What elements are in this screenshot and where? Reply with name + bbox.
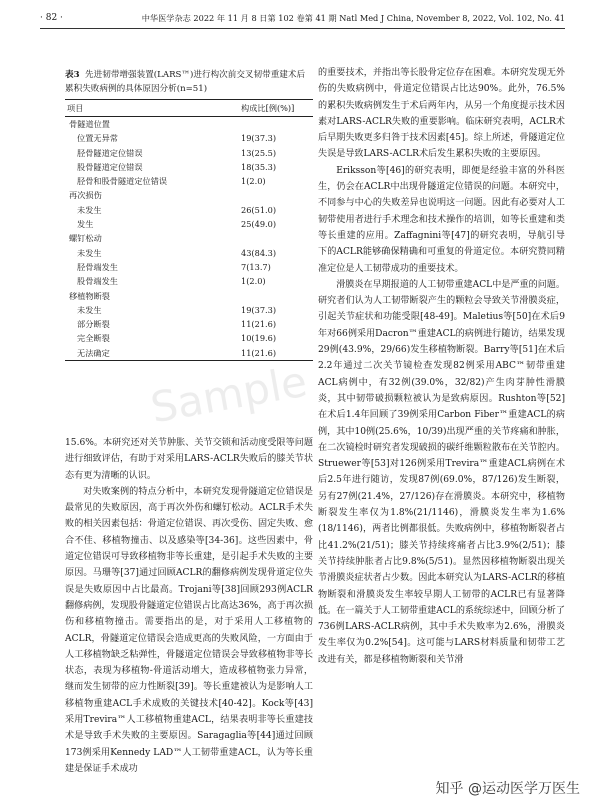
table-cell-value: 1(2.0) <box>241 176 266 187</box>
paragraph: 15.6%。本研究还对关节肿胀、关节交锁和活动度受限等问题进行细致评估，有助于对采用LARS-ACLR失败后的膝关节状态有更为清晰的认识。 <box>65 438 313 481</box>
table-cell-value: 1(2.0) <box>241 276 266 287</box>
table-row <box>65 174 313 188</box>
table-row <box>65 346 313 361</box>
results-table <box>65 99 313 361</box>
paragraph: 的重要技术，并指出等长股骨定位存在困难。本研究发现无外伤的失败病例中，骨道定位错误占比达90%。此外，76.5%的累积失败病例发生于术后两年内，从另一个角度提示技术因素对LARS-ACLR失败的重要影响。临床研究表明，ACLR术后早期失败更多归咎于技术因素[45]。综上所述，骨隧道定位失误是导致LARS-ACLR术后发生累积失败的主要原因。 <box>318 68 565 160</box>
table-body <box>65 117 313 361</box>
table-cell-value: 26(51.0) <box>241 204 277 215</box>
table-cell-label: 股骨端发生 <box>77 276 118 287</box>
table-cell-label: 未发生 <box>77 304 102 315</box>
table-cell-value: 11(21.6) <box>239 346 313 361</box>
table-row <box>65 274 313 288</box>
source-credit: 知乎 @运动医学万医生 <box>435 781 580 797</box>
journal-citation: 中华医学杂志 2022 年 11 月 8 日第 102 卷第 41 期 Natl Med J China, November 8, 2022, Vol. 102, No. 41 <box>141 13 565 23</box>
table-cell-label: 再次损伤 <box>69 190 102 201</box>
page-number: · 82 · <box>40 13 63 23</box>
paragraph: 对失败案例的特点分析中，本研究发现骨隧道定位错误是最常见的失败原因，高于再次外伤和螺钉松动。ACLR手术失败的相关因素包括：骨道定位错误、再次受伤、固定失败、愈合不佳、移植物撞击、以及感染等[34-36]。这些因素中，骨道定位错误可导致移植物非等长重建，是引起手术失败的主要原因。马珊等[37]通过回顾ACLR的翻修病例发现骨道定位失误是失败原因中占比最高。Trojani等[38]回顾293例ACLR翻修病例，发现股骨隧道定位错误占比高达36%，高于再次损伤和移植物撞击。需要指出的是，对于采用人工移植物的ACLR，骨隧道定位错误会造成更高的失败风险，一方面由于人工移植物缺乏粘弹性，骨隧道定位错误会导致移植物非等长状态，表现为移植物-骨道活动增大，造成移植物张力异常，继而发生韧带的应力性断裂[39]。等长重建被认为是影响人工移植物重建ACL手术成败的关键技术[40-42]。Kock等[43]采用Trevira™人工移植物重建ACL，结果表明非等长重建技术是导致手术失败的主要原因。Saragaglia等[44]通过回顾173例采用Kennedy LAD™人工韧带重建ACL，认为等长重建是保证手术成功 <box>65 486 313 774</box>
table-cell-label: 部分断裂 <box>77 319 110 330</box>
paragraph: 滑膜炎在早期报道的人工韧带重建ACL中是严重的问题。研究者们认为人工韧带断裂产生的颗粒会导致关节滑膜炎症，引起关节症状和功能受限[48-49]。Maletius等[50]在术后9年对66例采用Dacron™重建ACL的病例进行随访，结果发现29例(43.9%，29/66)发生移植物断裂。Barry等[51]在术后2.2年通过二次关节镜检查发现82例采用ABC™韧带重建ACL病例中，有32例(39.0%，32/82)产生肉芽肿性滑膜炎，其中韧带破损颗粒被认为是致病原因。Rushton等[52]在术后1.4年回顾了39例采用Carbon Fiber™重建ACL的病例，其中10例(25.6%，10/39)出现严重的关节疼痛和肿胀，在二次镜检时研究者发现破损的碳纤维颗粒散布在关节腔内。Struewer等[53]对126例采用Trevira™重建ACL病例在术后2.5年进行随访，发现87例(69.0%，87/126)发生断裂，另有27例(21.4%，27/126)存在滑膜炎。本研究中，移植物断裂发生率仅为1.8%(21/1146)，滑膜炎发生率为1.6%(18/1146)，两者比例都很低。失败病例中，移植物断裂者占比41.2%(21/51)；膝关节持续疼痛者占比3.9%(2/51)；膝关节持续肿胀者占比9.8%(5/51)。显然因移植物断裂出现关节滑膜炎症状者占少数。因此本研究认为LARS-ACLR的移植物断裂和滑膜炎发生率较早期人工韧带的ACLR已有显著降低。在一篇关于人工韧带重建ACL的系统综述中，回顾分析了736例LARS-ACLR病例，其中手术失败率为2.6%，滑膜炎发生率仅为0.2%[54]。这可能与LARS材料质量和韧带工艺改进有关，都是移植物断裂和关节滑 <box>318 279 565 665</box>
table-row <box>65 131 313 145</box>
table-row <box>65 331 313 345</box>
table-cell-label: 移植物断裂 <box>69 290 110 301</box>
table-cell-value: 43(84.3) <box>241 247 277 258</box>
table-row <box>65 260 313 274</box>
table-row <box>65 317 313 331</box>
table-caption-text: 先进韧带增强装置(LARS™)进行构次前交叉韧带重建术后累积失败病例的具体原因分析(n=51) <box>65 70 306 94</box>
table-cell-label: 未发生 <box>77 204 102 215</box>
table-header-item: 项目 <box>65 100 239 117</box>
table-row <box>65 117 313 132</box>
table-cell-label: 未发生 <box>77 247 102 258</box>
table-cell-value: 13(25.5) <box>241 147 277 158</box>
table-cell-label: 骨隧道位置 <box>69 119 110 129</box>
table-row <box>65 203 313 217</box>
table-row <box>65 231 313 245</box>
right-column-text <box>318 65 565 668</box>
table-cell-value <box>239 289 313 303</box>
table-row <box>65 246 313 260</box>
running-header <box>40 10 565 29</box>
left-column-text <box>65 435 313 777</box>
table-cell-value: 10(19.6) <box>241 333 277 344</box>
table-cell-value <box>239 117 313 132</box>
table-cell-value: 19(37.3) <box>241 133 277 144</box>
table-row <box>65 160 313 174</box>
table-row <box>65 188 313 202</box>
table-row <box>65 303 313 317</box>
table-cell-value <box>239 188 313 202</box>
table-cell-label: 股骨隧道定位错误 <box>77 161 143 172</box>
table-cell-label: 胫骨端发生 <box>77 261 118 272</box>
table-cell-label: 螺钉松动 <box>69 233 102 244</box>
table-row <box>65 146 313 160</box>
table-cell-label: 位置无异常 <box>77 133 118 144</box>
table-cell-value: 11(21.6) <box>241 319 277 330</box>
table-block <box>65 68 313 361</box>
table-cell-value: 18(35.3) <box>241 161 277 172</box>
table-header-ratio: 构成比[例(%)] <box>239 100 313 117</box>
table-cell-label: 完全断裂 <box>77 333 110 344</box>
table-row <box>65 289 313 303</box>
table-cell-value: 7(13.7) <box>241 261 271 272</box>
table-caption <box>65 68 313 96</box>
table-row <box>65 217 313 231</box>
table-cell-value <box>239 231 313 245</box>
table-cell-label: 胫骨隧道定位错误 <box>77 147 143 158</box>
table-caption-label: 表3 <box>65 70 80 80</box>
paragraph: Eriksson等[46]的研究表明，即便是经验丰富的外科医生，仍会在ACLR中出现骨隧道定位错误的问题。本研究中，不同参与中心的失败差异也说明这一问题。因此有必要对人工韧带使用者进行手术理念和技术操作的培训，如等长重建和类等长重建的应用。Zaffagnini等[47]的研究表明，导航引导下的ACLR能够确保精确和可重复的骨道定位。本研究赞同精准定位是人工韧带成功的重要技术。 <box>318 165 565 274</box>
table-cell-label: 发生 <box>77 219 94 230</box>
table-cell-label: 无法确定 <box>65 346 239 361</box>
table-cell-value: 25(49.0) <box>241 219 277 230</box>
table-cell-value: 19(37.3) <box>241 304 277 315</box>
table-cell-label: 胫骨和股骨隧道定位错误 <box>77 176 168 187</box>
watermark: Sample <box>146 356 311 433</box>
